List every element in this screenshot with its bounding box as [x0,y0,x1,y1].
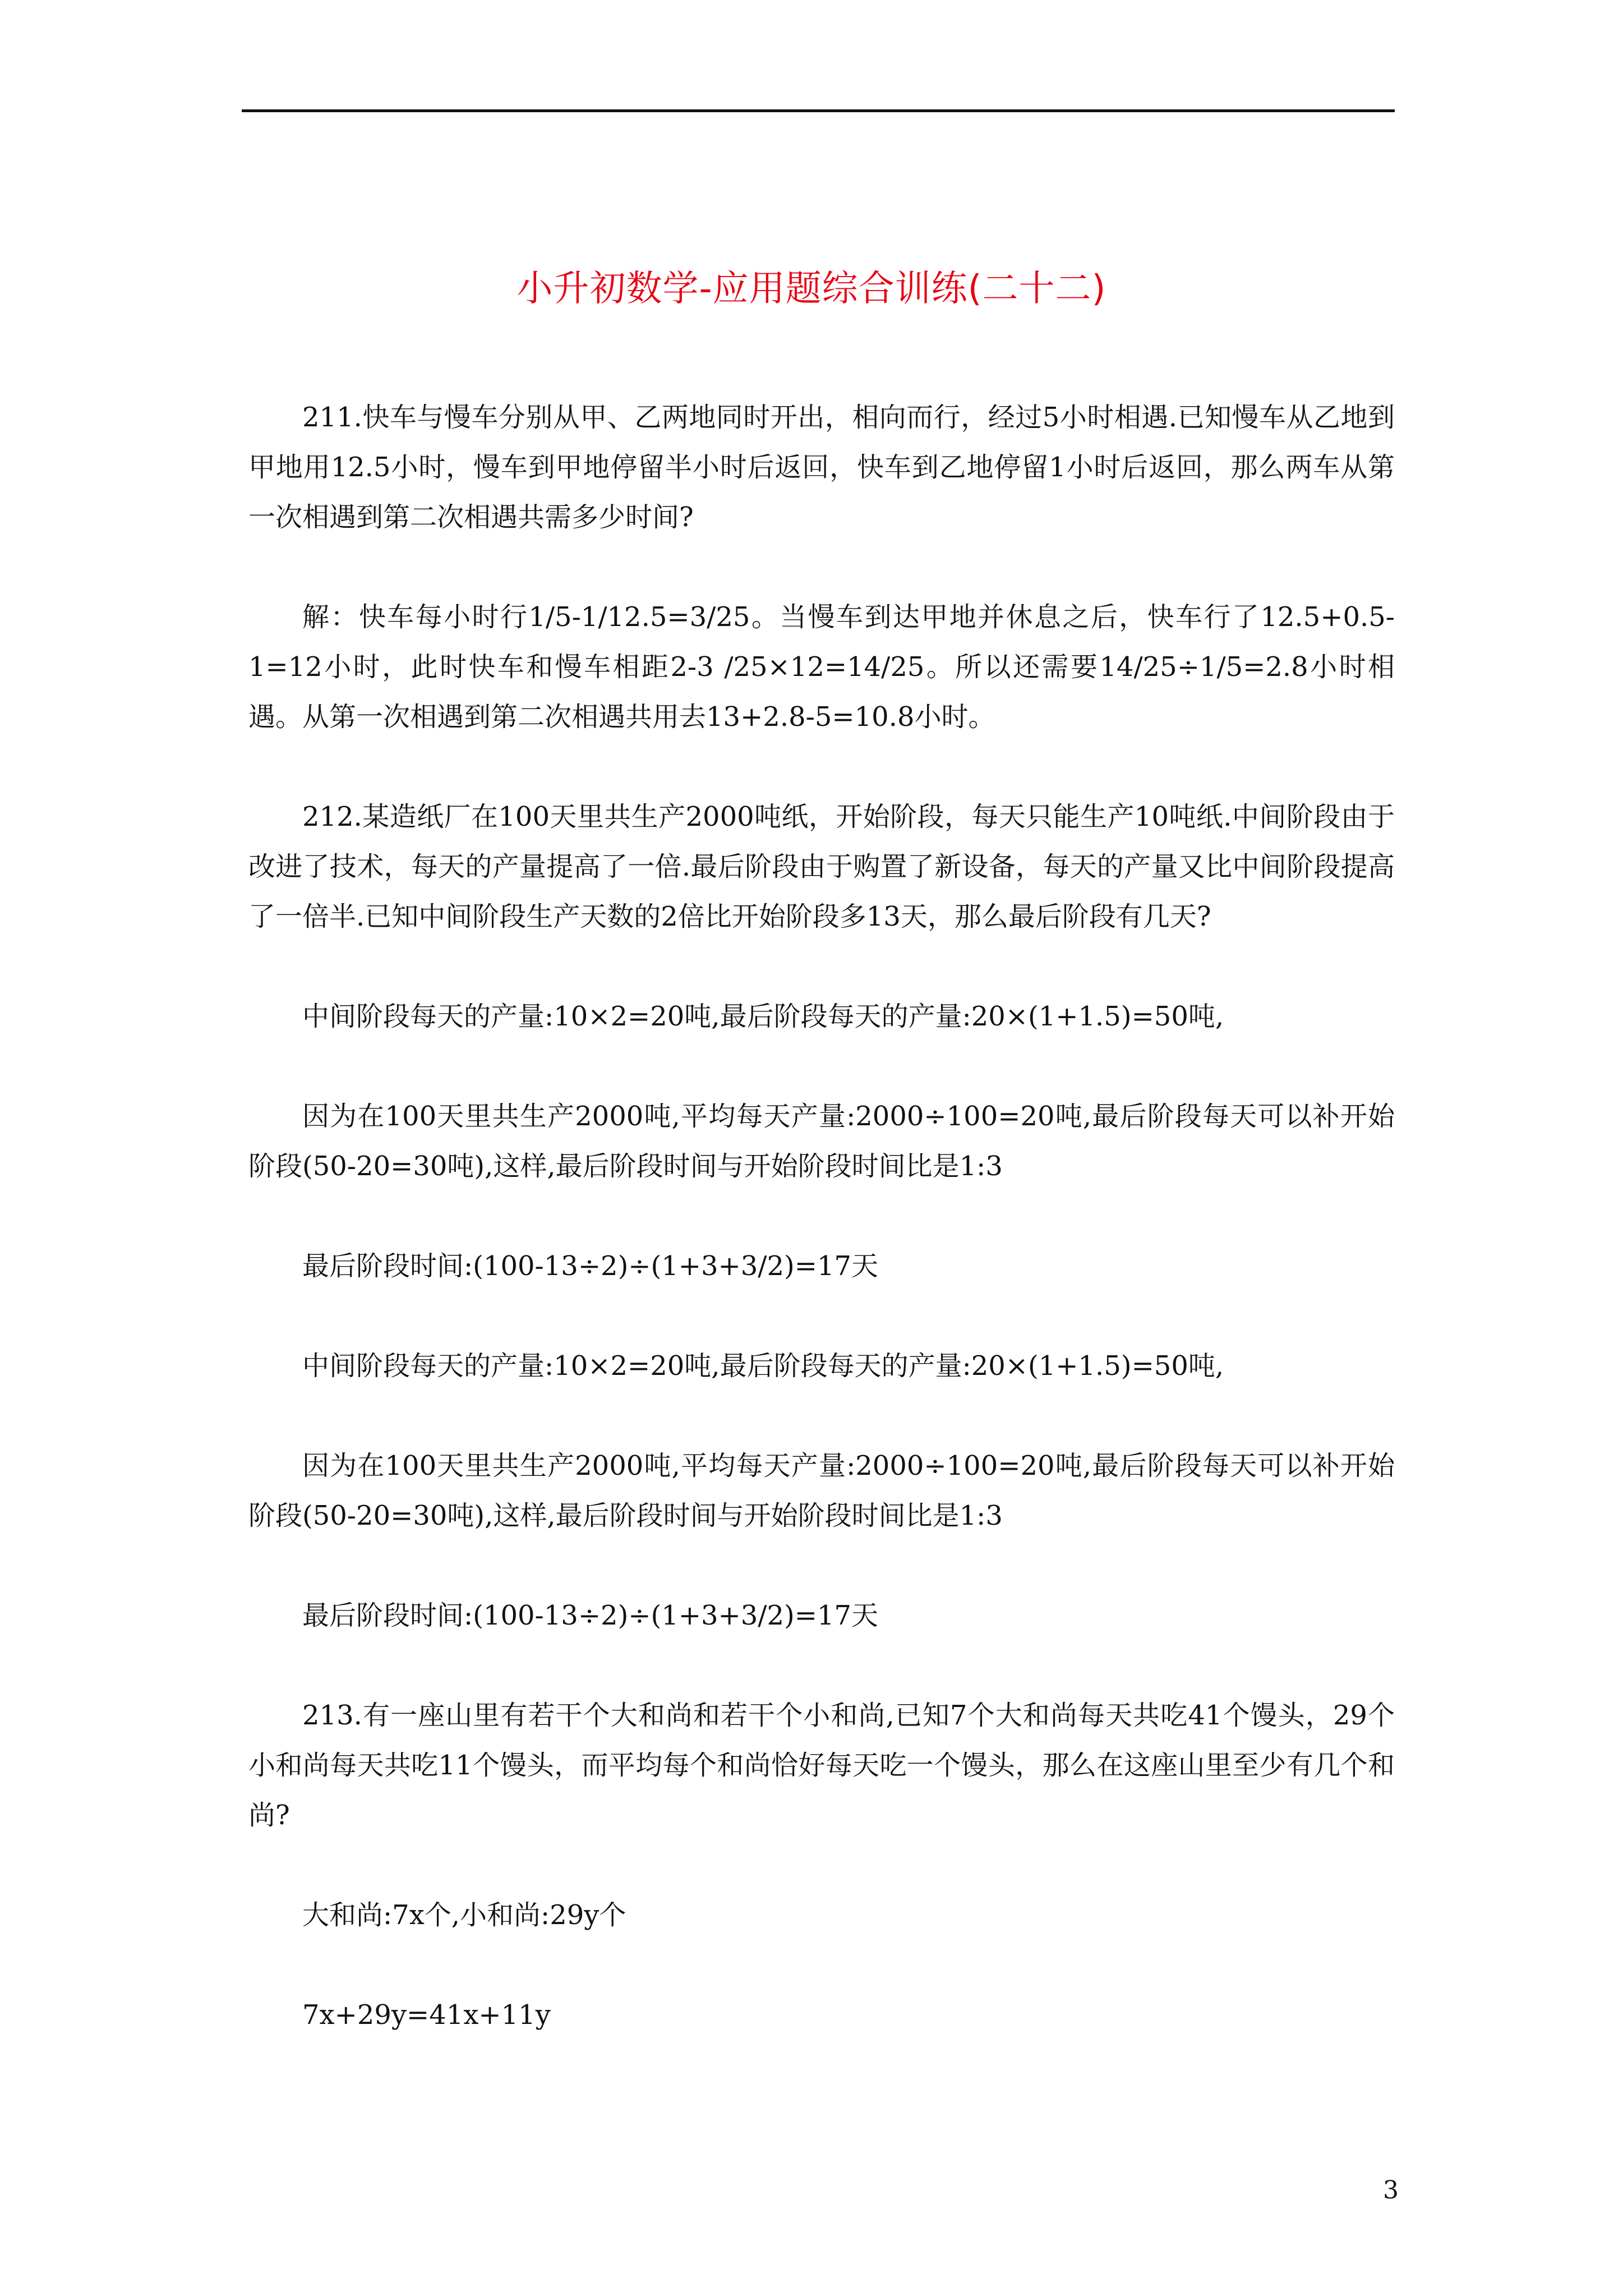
problem-211: 211.快车与慢车分别从甲、乙两地同时开出，相向而行，经过5小时相遇.已知慢车从乙地到甲地用12.5小时，慢车到甲地停留半小时后返回，快车到乙地停留1小时后返回，那么两车从第一次相遇到第二次相遇共需多少时间? [248,402,1395,533]
solution-212-line-6: 最后阶段时间:(100-13÷2)÷(1+3+3/2)=17天 [302,1600,879,1631]
header-rule [242,109,1395,112]
solution-212-line-5: 因为在100天里共生产2000吨,平均每天产量:2000÷100=20吨,最后阶段每天可以补开始阶段(50-20=30吨),这样,最后阶段时间与开始阶段时间比是1:3 [248,1450,1395,1531]
solution-211: 解：快车每小时行1/5-1/12.5=3/25。当慢车到达甲地并休息之后，快车行了12.5+0.5-1=12小时，此时快车和慢车相距2-3 /25×12=14/25。所以还需要14/25÷1/5=2.8小时相遇。从第一次相遇到第二次相遇共用去13+2.8-5=10.8小时。 [248,601,1395,733]
solution-212-line-4: 中间阶段每天的产量:10×2=20吨,最后阶段每天的产量:20×(1+1.5)=50吨, [302,1350,1224,1382]
problem-212: 212.某造纸厂在100天里共生产2000吨纸，开始阶段，每天只能生产10吨纸.中间阶段由于改进了技术，每天的产量提高了一倍.最后阶段由于购置了新设备，每天的产量又比中间阶段提高了一倍半.已知中间阶段生产天数的2倍比开始阶段多13天，那么最后阶段有几天? [248,801,1395,932]
problem-213: 213.有一座山里有若干个大和尚和若干个小和尚,已知7个大和尚每天共吃41个馒头，29个小和尚每天共吃11个馒头，而平均每个和尚恰好每天吃一个馒头，那么在这座山里至少有几个和尚? [248,1700,1395,1831]
solution-212-line-1: 中间阶段每天的产量:10×2=20吨,最后阶段每天的产量:20×(1+1.5)=50吨, [302,1001,1224,1032]
solution-212-line-2: 因为在100天里共生产2000吨,平均每天产量:2000÷100=20吨,最后阶段每天可以补开始阶段(50-20=30吨),这样,最后阶段时间与开始阶段时间比是1:3 [248,1101,1395,1182]
solution-213-line-2: 7x+29y=41x+11y [302,1999,551,2031]
solution-213-line-1: 大和尚:7x个,小和尚:29y个 [302,1899,626,1931]
solution-212-line-3: 最后阶段时间:(100-13÷2)÷(1+3+3/2)=17天 [302,1250,879,1282]
document-title: 小升初数学-应用题综合训练(二十二) [517,268,1106,310]
page-number: 3 [1383,2176,1399,2205]
document-body [248,393,1395,2090]
